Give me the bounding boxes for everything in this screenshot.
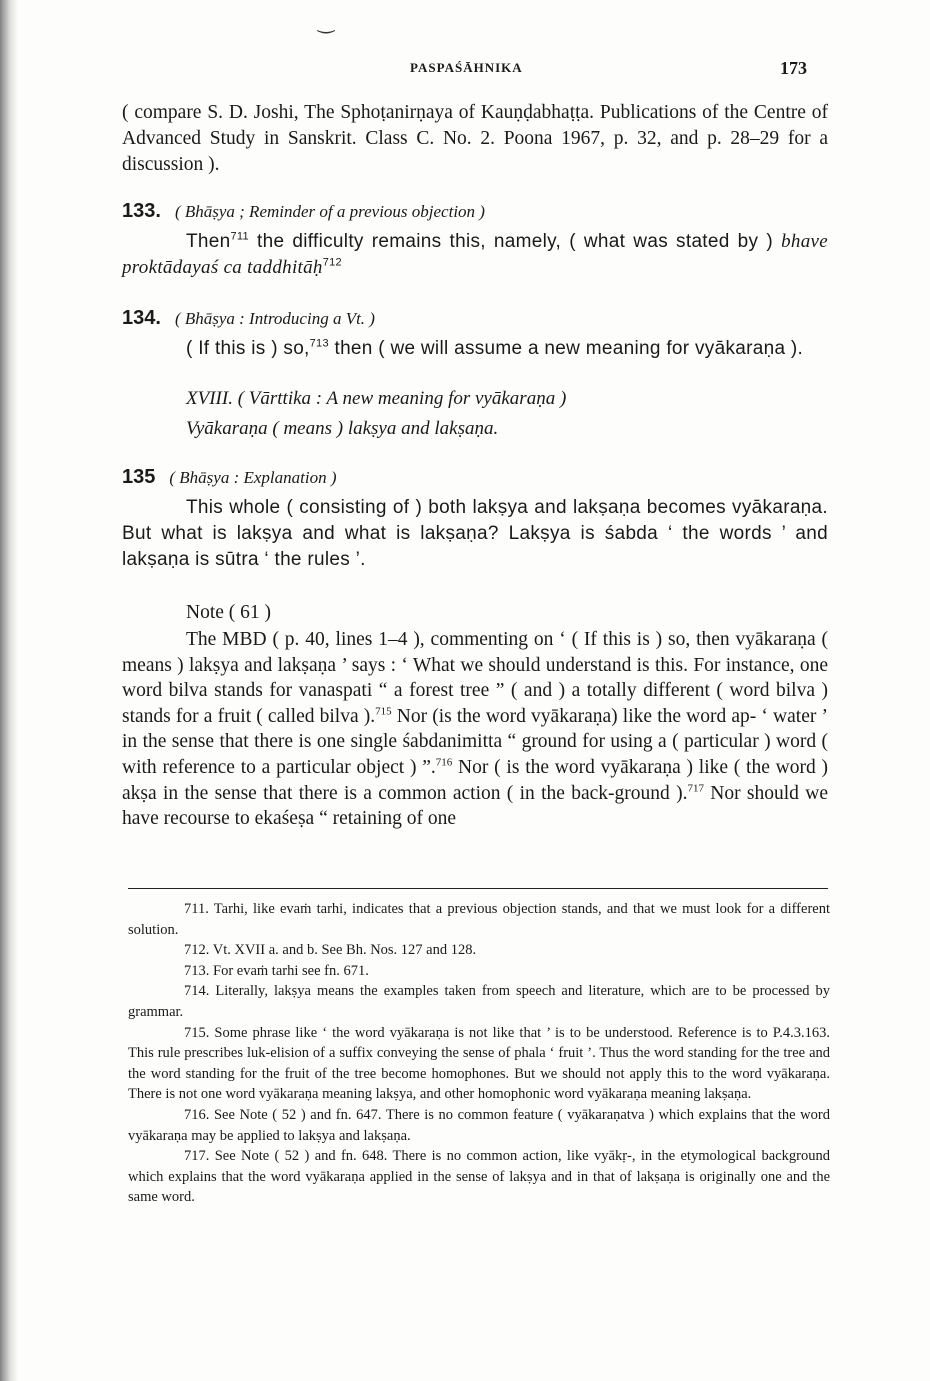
footnote-717: 717. See Note ( 52 ) and fn. 648. There is no common action, like vyākṛ-, in the etymological background which explains that the word vyākaraṇa applied in the sense of lakṣya and in that of lakṣaṇa is originally one and the same word. bbox=[128, 1148, 830, 1206]
binding-shadow bbox=[0, 0, 18, 1381]
footnote-ref: 711 bbox=[230, 230, 249, 243]
section-title: ( Bhāṣya ; Reminder of a previous objection ) bbox=[174, 202, 485, 221]
footnote-716: 716. See Note ( 52 ) and fn. 647. There is no common feature ( vyākaraṇatva ) which explains that the word vyākaraṇa may be applied to lakṣya and lakṣaṇa. bbox=[128, 1106, 830, 1144]
section-number: 135 bbox=[122, 466, 156, 488]
page-header bbox=[0, 58, 930, 82]
footnote-ref: 716 bbox=[435, 756, 453, 769]
section-133-heading bbox=[122, 200, 828, 223]
section-135-heading bbox=[122, 466, 828, 489]
footnote-712: 712. Vt. XVII a. and b. See Bh. Nos. 127 and 128. bbox=[184, 942, 477, 959]
page-number: 173 bbox=[780, 58, 807, 78]
section-number: 133. bbox=[122, 200, 161, 222]
footnote-ref: 715 bbox=[375, 705, 392, 718]
footnote-715: 715. Some phrase like ‘ the word vyākaraṇa is not like that ’ is to be understood. Reference is to P.4.3.163. This rule prescribes luk-elision of a suffix conveying the sense of phala ‘ fruit ’. Thus the word standing for the tree and the word standing for the fruit of the tree become homophones. But we should not apply this to the word vyākaraṇa. There is not one word vyākaraṇa meaning lakṣya, and other homophonic word vyākaraṇa meaning lakṣaṇa. bbox=[128, 1024, 830, 1103]
scan-mark: ‿ bbox=[318, 12, 335, 34]
section-number: 134. bbox=[122, 307, 161, 329]
intro-paragraph: ( compare S. D. Joshi, The Sphoṭanirṇaya of Kauṇḍabhaṭṭa. Publications of the Centre of Advanced Study in Sanskrit. Class C. No. 2. Poona 1967, p. 32, and p. 28–29 for a discussion ). bbox=[122, 102, 828, 175]
section-135-body: This whole ( consisting of ) both lakṣya and lakṣaṇa becomes vyākaraṇa. But what is lakṣya and what is lakṣaṇa? Lakṣya is śabda ‘ the words ’ and lakṣaṇa is sūtra ‘ the rules ’. bbox=[122, 497, 828, 570]
footnote-711: 711. Tarhi, like evaṁ tarhi, indicates that a previous objection stands, and that we must look for a different solution. bbox=[128, 901, 830, 938]
section-133-body: Then$^{711}$ the difficulty remains this, namely, ( what was stated by ) bhave proktādayaś ca taddhitāḥ$^{712}$ bbox=[122, 230, 828, 278]
note-heading: Note ( 61 ) bbox=[186, 602, 272, 623]
footnotes bbox=[128, 888, 830, 1208]
section-title: ( Bhāṣya : Introducing a Vt. ) bbox=[174, 309, 375, 328]
main-text bbox=[122, 100, 828, 832]
footnote-ref: 717 bbox=[687, 782, 704, 795]
section-134-body: ( If this is ) so,$^{713}$ then ( we will assume a new meaning for vyākaraṇa ). bbox=[186, 337, 804, 359]
footnote-ref: 712 bbox=[322, 256, 342, 269]
varttika-title: XVIII. ( Vārttika : A new meaning for vyākaraṇa ) bbox=[186, 388, 567, 409]
section-134-heading bbox=[122, 307, 828, 330]
varttika-text: Vyākaraṇa ( means ) lakṣya and lakṣaṇa. bbox=[186, 418, 499, 439]
section-title: ( Bhāṣya : Explanation ) bbox=[169, 468, 337, 487]
running-head: PASPAŚĀHNIKA bbox=[410, 60, 523, 75]
note-body: The MBD ( p. 40, lines 1–4 ), commenting on ‘ ( If this is ) so, then vyākaraṇa ( means ) lakṣya and lakṣaṇa ’ says : ‘ What we should understand is this. For instance, one word bilva stands for vanaspati “ a forest tree ” ( and ) a totally different ( word bilva ) stands for a fruit ( called bilva ).$^{715}$ Nor (is the word vyākaraṇa) like the word ap- ‘ water ’ in the sense that there is one single śabdanimitta “ ground for using a ( particular ) word ( with reference to a particular object ) ”.$^{716}$ Nor ( is the word vyākaraṇa ) like ( the word ) akṣa in the sense that there is a common action ( in the back-ground ).$^{717}$ Nor should we have recourse to ekaśeṣa “ retaining of one bbox=[122, 629, 828, 830]
footnote-714: 714. Literally, lakṣya means the examples taken from speech and literature, which are to be processed by grammar. bbox=[128, 983, 830, 1020]
footnote-713: 713. For evaṁ tarhi see fn. 671. bbox=[184, 962, 369, 979]
footnote-divider bbox=[128, 888, 828, 889]
footnote-ref: 713 bbox=[309, 337, 329, 350]
